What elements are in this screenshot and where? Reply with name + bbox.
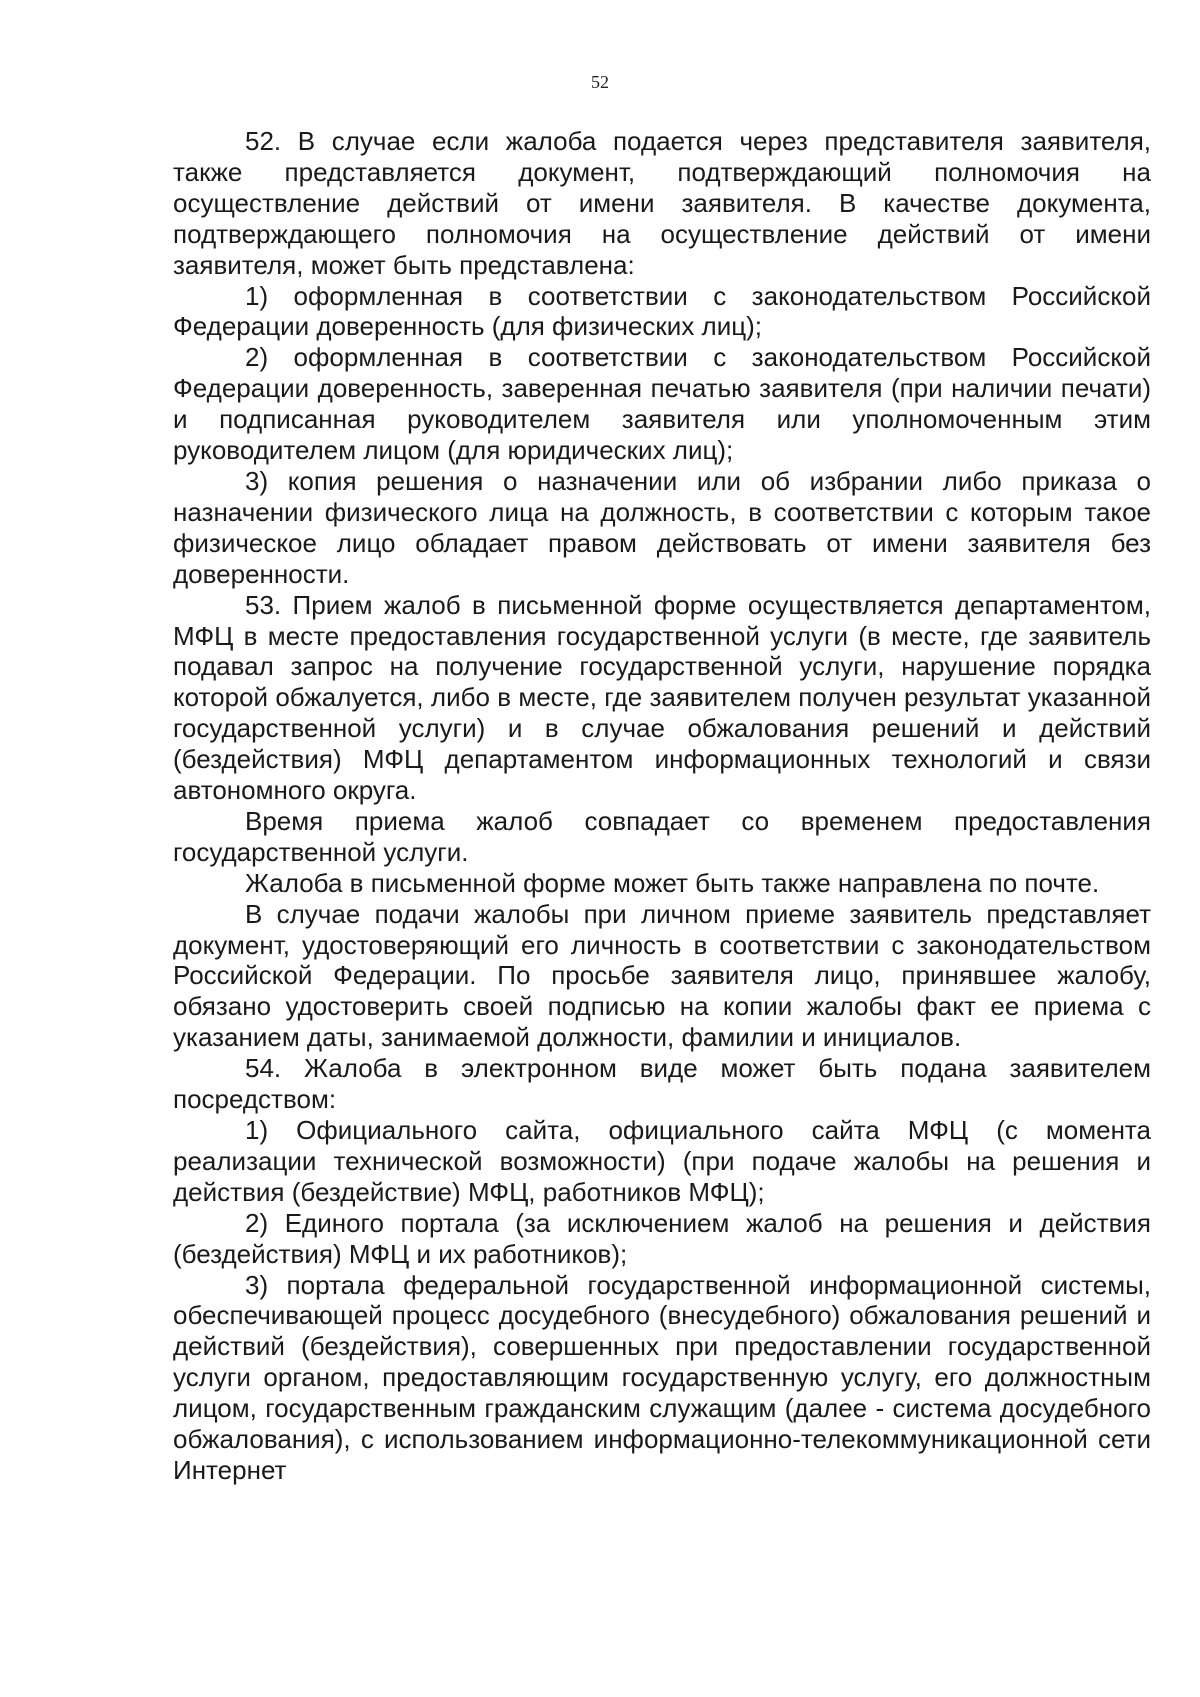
paragraph-54-item-3: 3) портала федеральной государственной информационной системы, обеспечивающей процесс досудебного (внесудебного) обжалования решений и действий (бездействия), совершенных при предоставлении государственной услуги органом, предоставляющим государственную услугу, его должностным лицом, государственным гражданским служащим (далее - система досудебного обжалования), с использованием информационно-телекоммуникационной сети Интернет [173,1269,1151,1485]
paragraph-mail: Жалоба в письменной форме может быть также направлена по почте. [245,867,1100,898]
page-number: 52 [591,72,609,92]
paragraph-54-item-1: 1) Официального сайта, официального сайта МФЦ (с момента реализации технической возможности) (при подаче жалобы на решения и действия (бездействие) МФЦ, работников МФЦ); [173,1115,1151,1207]
paragraph-52-item-3: 3) копия решения о назначении или об избрании либо приказа о назначении физического лица на должность, в соответствии с которым такое физическое лицо обладает правом действовать от имени заявителя без доверенности. [173,465,1151,589]
paragraph-54-item-2: 2) Единого портала (за исключением жалоб на решения и действия (бездействия) МФЦ и их работников); [173,1207,1151,1269]
paragraph-reception-time: Время приема жалоб совпадает со временем предоставления государственной услуги. [173,805,1151,867]
paragraph-52-item-1: 1) оформленная в соответствии с законодательством Российской Федерации доверенность (для физических лиц); [173,280,1151,342]
document-body [173,126,1151,1486]
paragraph-53: 53. Прием жалоб в письменной форме осуществляется департаментом, МФЦ в месте предоставления государственной услуги (в месте, где заявитель подавал запрос на получение государственной услуги, нарушение порядка которой обжалуется, либо в месте, где заявителем получен результат указанной государственной услуги) и в случае обжалования решений и действий (бездействия) МФЦ департаментом информационных технологий и связи автономного округа. [173,589,1151,806]
paragraph-54-intro: 54. Жалоба в электронном виде может быть подана заявителем посредством: [173,1053,1151,1115]
paragraph-52-intro: 52. В случае если жалоба подается через представителя заявителя, также представляется документ, подтверждающий полномочия на осуществление действий от имени заявителя. В качестве документа, подтверждающего полномочия на осуществление действий от имени заявителя, может быть представлена: [173,126,1151,280]
paragraph-personal-reception: В случае подачи жалобы при личном приеме заявитель представляет документ, удостоверяющий его личность в соответствии с законодательством Российской Федерации. По просьбе заявителя лицо, принявшее жалобу, обязано удостоверить своей подписью на копии жалобы факт ее приема с указанием даты, занимаемой должности, фамилии и инициалов. [173,898,1151,1053]
paragraph-52-item-2: 2) оформленная в соответствии с законодательством Российской Федерации доверенность, заверенная печатью заявителя (при наличии печати) и подписанная руководителем заявителя или уполномоченным этим руководителем лицом (для юридических лиц); [173,342,1151,466]
